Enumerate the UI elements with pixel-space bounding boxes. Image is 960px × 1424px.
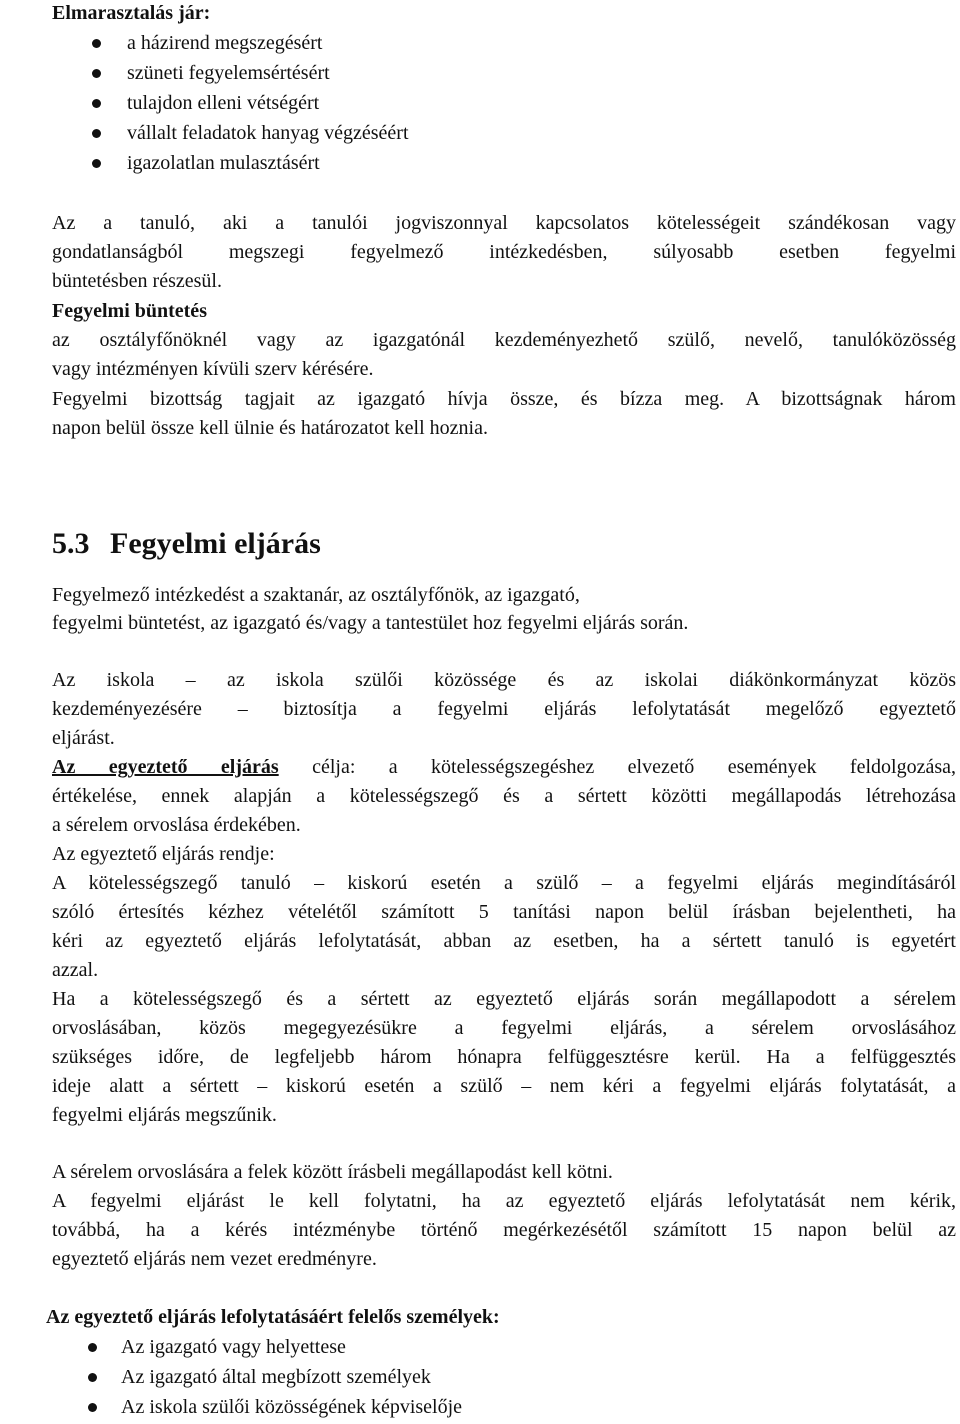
paragraph-line: Fegyelmező intézkedést a szaktanár, az osztályfőnök, az igazgató, [52,584,580,606]
subheading-fegyelmi-buntetes: Fegyelmi büntetés [52,300,207,322]
paragraph-line: ideje alatt a sértett – kiskorú esetén a szülő – nem kéri a fegyelmi eljárás folytatását, a [52,1075,956,1097]
bullet-icon [92,129,101,138]
paragraph-line: Ha a kötelességszegő és a sértett az egyeztető eljárás során megállapodott a sérelem [52,988,956,1010]
bullet-icon [92,69,101,78]
paragraph-line: büntetésben részesül. [52,270,222,292]
list-item: a házirend megszegésért [127,32,323,54]
paragraph-line: vagy intézményen kívüli szerv kérésére. [52,358,374,380]
bullet-icon [88,1373,97,1382]
list-item: Az igazgató által megbízott személyek [121,1366,431,1388]
paragraph-line: értékelése, ennek alapján a kötelességszegő és a sértett közötti megállapodás létrehozása [52,785,956,807]
list-item: szüneti fegyelemsértésért [127,62,330,84]
paragraph-line: A sérelem orvoslására a felek között írásbeli megállapodást kell kötni. [52,1161,613,1183]
list-item: Az iskola szülői közösségének képviselője [121,1396,463,1418]
paragraph-line: szóló értesítés kézhez vételétől számított 5 tanítási napon belül írásban bejelentheti, ha [52,901,956,923]
paragraph-line: orvoslásában, közös megegyezésükre a fegyelmi eljárás, a sérelem orvoslásához [52,1017,956,1039]
paragraph-line: napon belül össze kell ülnie és határozatot kell hoznia. [52,417,488,439]
paragraph-line: Fegyelmi bizottság tagjait az igazgató hívja össze, és bízza meg. A bizottságnak három [52,388,956,410]
paragraph-line: a sérelem orvoslása érdekében. [52,814,301,836]
bullet-icon [88,1403,97,1412]
paragraph-line [52,755,956,779]
paragraph-line: Az iskola – az iskola szülői közössége és az iskolai diákönkormányzat közös [52,669,956,691]
paragraph-line: A fegyelmi eljárást le kell folytatni, ha az egyeztető eljárás lefolytatását nem kérik, [52,1190,956,1212]
paragraph-line: kezdeményezésére – biztosítja a fegyelmi eljárás lefolytatását megelőző egyeztető [52,698,956,720]
section-title-elmarasztalas: Elmarasztalás jár: [52,2,211,24]
paragraph-line: kéri az egyeztető eljárás lefolytatását, abban az esetben, ha a sértett tanuló is egyetért [52,930,956,952]
bullet-icon [92,39,101,48]
paragraph-line: Az egyeztető eljárás rendje: [52,843,275,865]
section-heading [52,524,321,564]
paragraph-line: az osztályfőnöknél vagy az igazgatónál kezdeményezhető szülő, nevelő, tanulóközösség [52,329,956,351]
list-item: Az igazgató vagy helyettese [121,1336,346,1358]
list-item: vállalt feladatok hanyag végzéséért [127,122,409,144]
paragraph-line: továbbá, ha a kérés intézménybe történő megérkezésétől számított 15 napon belül az [52,1219,956,1241]
bullet-icon [92,159,101,168]
paragraph-line: szükséges időre, de legfeljebb három hónapra felfüggesztésre kerül. Ha a felfüggesztés [52,1046,956,1068]
paragraph-line: fegyelmi eljárás megszűnik. [52,1104,277,1126]
section-number: 5.3 [52,527,90,560]
persons-title: Az egyeztető eljárás lefolytatásáért felelős személyek: [46,1306,500,1328]
paragraph-line: egyeztető eljárás nem vezet eredményre. [52,1248,377,1270]
bold-term: Az egyeztető eljárás [52,756,279,778]
paragraph-line: azzal. [52,959,99,981]
list-item: igazolatlan mulasztásért [127,152,320,174]
paragraph-text: célja: a kötelességszegéshez elvezető események feldolgozása, [278,756,956,778]
paragraph-line: fegyelmi büntetést, az igazgató és/vagy a tantestület hoz fegyelmi eljárás során. [52,612,689,634]
paragraph-line: A kötelességszegő tanuló – kiskorú esetén a szülő – a fegyelmi eljárás megindításáról [52,872,956,894]
bullet-icon [88,1343,97,1352]
section-title: Fegyelmi eljárás [110,527,321,560]
list-item: tulajdon elleni vétségért [127,92,320,114]
paragraph-line: eljárást. [52,727,115,749]
paragraph-line: gondatlanságból megszegi fegyelmező intézkedésben, súlyosabb esetben fegyelmi [52,241,956,263]
bullet-icon [92,99,101,108]
paragraph-line: Az a tanuló, aki a tanulói jogviszonnyal kapcsolatos kötelességeit szándékosan vagy [52,212,956,234]
